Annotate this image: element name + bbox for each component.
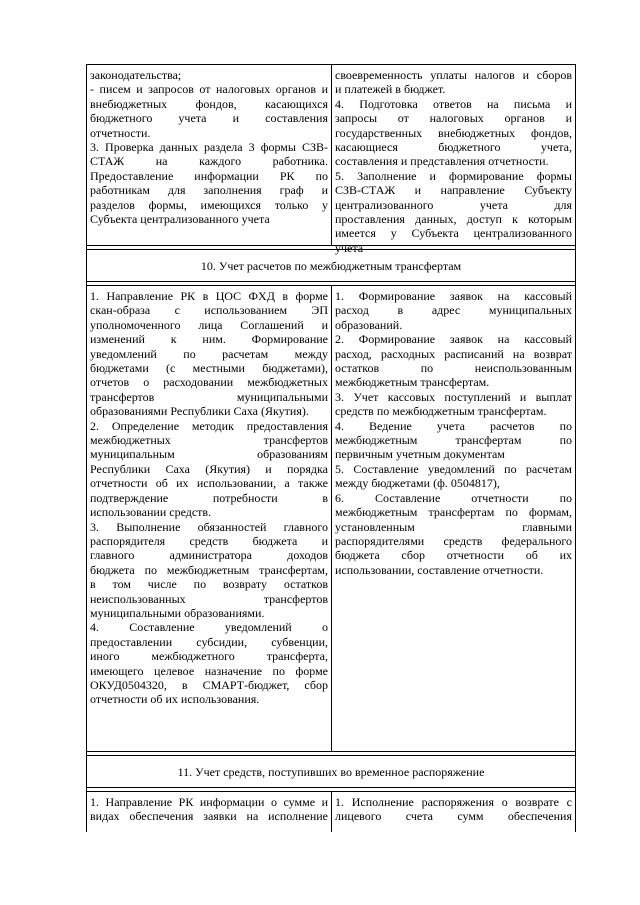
text-line: в том числе по возврату остатков — [90, 577, 328, 592]
text-line: законодательства; — [90, 68, 182, 82]
text-line: и платежей в бюджет. — [335, 82, 446, 97]
text-line: отчетности. — [90, 125, 151, 140]
text-block — [335, 289, 572, 577]
text-line: межбюджетным трансфертам по — [335, 433, 572, 448]
text-line: межбюджетных трансфертов — [90, 433, 328, 448]
text-line: ОКУД0504320, в СМАРТ-бюджет, сбор — [90, 677, 328, 692]
text-line: установленным главными — [335, 519, 572, 534]
text-line: образованиями Республики Саха (Якутия). — [90, 404, 309, 419]
table-row-section-10 — [86, 286, 576, 752]
text-line: первичным учетным документам — [335, 447, 505, 462]
text-line: составления и представления отчетности. — [335, 154, 549, 169]
text-line: бюджета по межбюджетным трансфертам, — [90, 562, 328, 577]
text-line: подтверждение потребности в — [90, 490, 328, 505]
text-line: уведомлений по расчетам между — [90, 346, 328, 361]
text-line: 6. Составление отчетности по — [335, 490, 572, 505]
text-line: имеющего целевое назначение по форме — [90, 663, 328, 678]
text-line: 2. Формирование заявок на кассовый — [335, 332, 572, 347]
text-line: СТАЖ на каждого работника. — [90, 154, 328, 169]
text-block — [90, 289, 328, 707]
text-line: разделов формы, имеющихся только у — [90, 197, 328, 212]
text-line: иного межбюджетного трансферта, — [90, 649, 328, 664]
right-cell — [331, 65, 575, 255]
text-line: государственных внебюджетных фондов, — [335, 125, 572, 140]
table-row-continuation — [86, 64, 576, 255]
text-line: - писем и запросов от налоговых органов и — [90, 82, 328, 97]
text-line: распорядителями средств федерального — [335, 533, 572, 548]
text-line: остатков по неиспользованным — [335, 361, 572, 376]
text-line: 2. Определение методик предоставления — [90, 418, 328, 433]
text-block — [90, 795, 328, 824]
text-line: 5. Составление уведомлений по расчетам — [335, 461, 572, 476]
text-line: 4. Подготовка ответов на письма и — [335, 96, 572, 111]
text-line: средств по межбюджетным трансфертам. — [335, 404, 547, 419]
text-block — [90, 68, 328, 226]
section-heading-row — [86, 756, 576, 788]
text-line: отчетности об их использования. — [90, 692, 260, 707]
text-line: запросы от налоговых органов и — [335, 111, 572, 126]
text-line: отчетности об их использовании, а также — [90, 476, 328, 491]
text-line: межбюджетным трансфертам по формам, — [335, 505, 572, 520]
text-line: межбюджетным трансфертам. — [335, 375, 490, 390]
text-line: отчетов о расходовании межбюджетных — [90, 375, 328, 390]
text-line: 1. Направление РК информации о сумме и — [90, 795, 328, 809]
text-line: своевременность уплаты налогов и сборов — [335, 68, 572, 82]
text-line: уполномоченного лица Соглашений и — [90, 317, 328, 332]
text-line: 3. Выполнение обязанностей главного — [90, 519, 328, 534]
text-line: образований. — [335, 317, 403, 332]
text-line: расход, расходных расписаний на возврат — [335, 346, 572, 361]
section-heading-cell — [87, 756, 575, 787]
text-line: внебюджетных фондов, касающихся — [90, 96, 328, 111]
text-line: бюджетного учета и составления — [90, 111, 328, 126]
left-cell — [87, 65, 331, 245]
text-line: расход в адрес муниципальных — [335, 303, 572, 318]
text-line: 1. Направление РК в ЦОС ФХД в форме — [90, 289, 328, 303]
text-line: неиспользованных трансфертов — [90, 591, 328, 606]
text-line: предоставлении субсидии, субвенции, — [90, 634, 328, 649]
text-line: Республики Саха (Якутия) и порядка — [90, 461, 328, 476]
section-heading-row — [86, 250, 576, 282]
text-line: 5. Заполнение и формирование формы — [335, 168, 572, 183]
text-line: лицевого счета сумм обеспечения — [335, 809, 572, 824]
text-line: 3. Учет кассовых поступлений и выплат — [335, 389, 572, 404]
text-line: распорядителя средств бюджета и — [90, 533, 328, 548]
text-line: использовании, составление отчетности. — [335, 562, 544, 577]
right-cell — [331, 792, 575, 832]
document-table — [86, 64, 576, 832]
left-cell — [87, 286, 331, 751]
section-11-heading: 11. Учет средств, поступивших во временное распоряжение — [177, 764, 485, 779]
table-row-section-11 — [86, 792, 576, 832]
text-block — [335, 68, 572, 255]
text-line: трансфертов муниципальными — [90, 389, 328, 404]
text-line: скан-образа с использованием ЭП — [90, 303, 328, 318]
text-line: имеется у Субъекта централизованного — [335, 226, 572, 241]
text-line: Предоставление информации РК по — [90, 168, 328, 183]
text-line: между бюджетами (ф. 0504817), — [335, 476, 500, 491]
text-line: 1. Исполнение распоряжения о возврате с — [335, 795, 572, 809]
text-line: использовании средств. — [90, 505, 212, 520]
text-line: 3. Проверка данных раздела 3 формы СЗВ- — [90, 140, 328, 155]
text-line: 4. Составление уведомлений о — [90, 620, 328, 635]
text-line: учета — [335, 240, 364, 255]
text-line: бюджетами (с местными бюджетами), — [90, 361, 328, 376]
text-line: Субъекта централизованного учета — [90, 212, 270, 227]
section-10-heading: 10. Учет расчетов по межбюджетным трансфертам — [200, 258, 462, 273]
text-line: бюджета сбор отчетности об их — [335, 548, 572, 563]
text-line: муниципальным образованиям — [90, 447, 328, 462]
text-line: централизованного учета для — [335, 197, 572, 212]
text-line: муниципальными образованиями. — [90, 605, 265, 620]
text-line: СЗВ-СТАЖ и направление Субъекту — [335, 183, 572, 198]
text-line: работникам для заполнения граф и — [90, 183, 328, 198]
text-line: 1. Формирование заявок на кассовый — [335, 289, 572, 303]
text-line: видах обеспечения заявки на исполнение — [90, 809, 328, 824]
text-line: изменений к ним. Формирование — [90, 332, 328, 347]
left-cell — [87, 792, 331, 832]
text-line: проставления данных, доступ к которым — [335, 212, 572, 227]
text-line: 4. Ведение учета расчетов по — [335, 418, 572, 433]
section-heading-cell — [87, 250, 575, 281]
text-block — [335, 795, 572, 824]
text-line: касающиеся бюджетного учета, — [335, 140, 572, 155]
text-line: главного администратора доходов — [90, 548, 328, 563]
right-cell — [331, 286, 575, 751]
